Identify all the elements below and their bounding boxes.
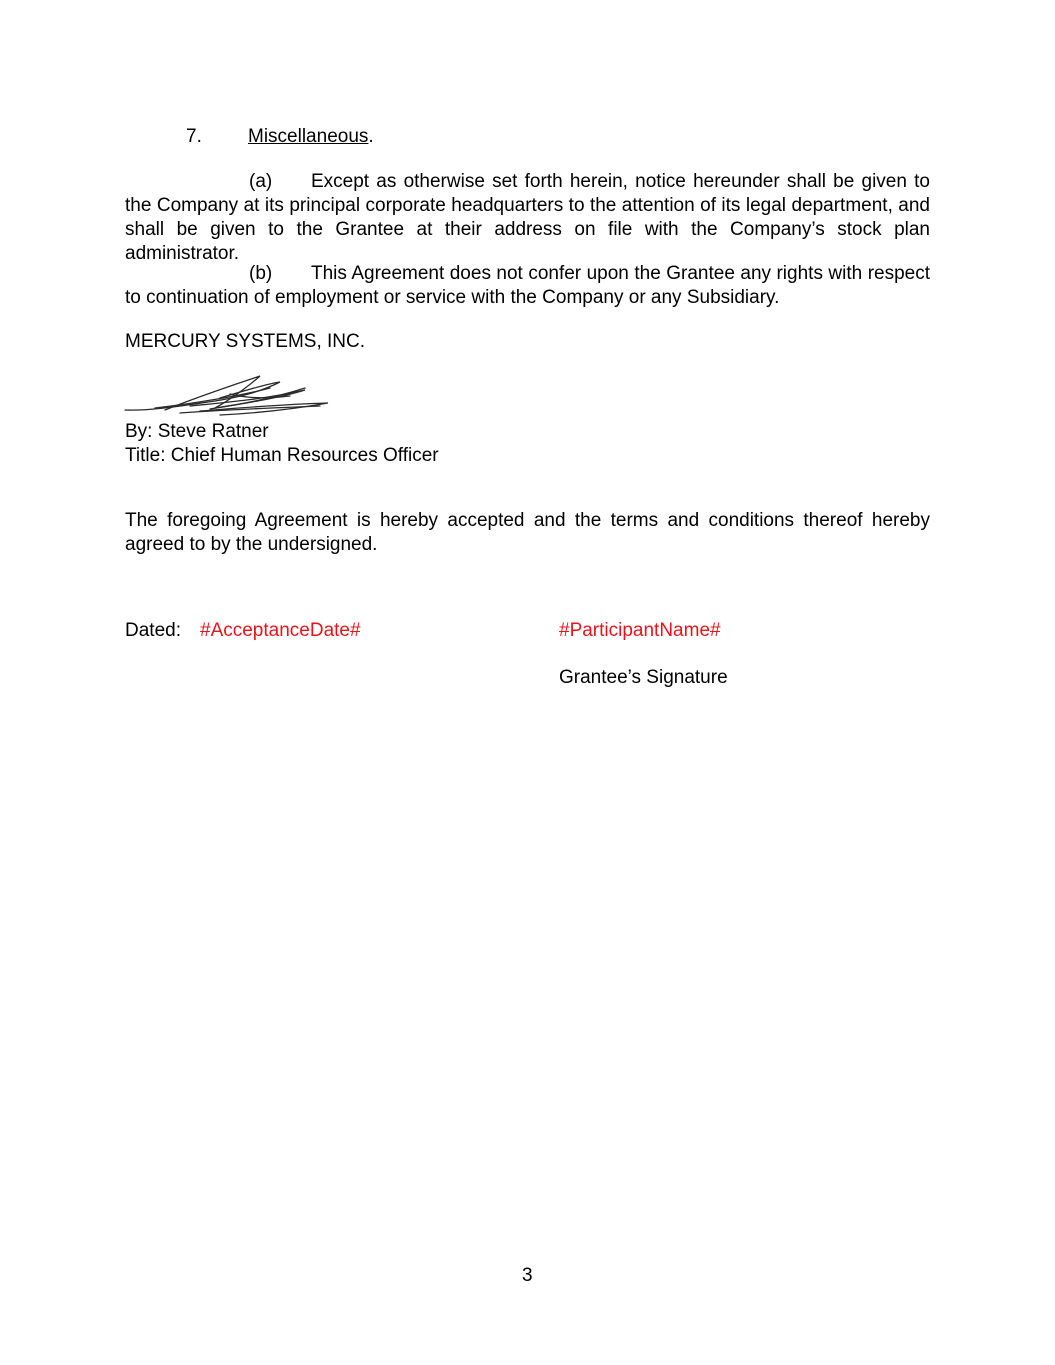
- clause-b-label: (b): [249, 263, 273, 284]
- section-heading: [248, 125, 374, 149]
- clause-b-text: This Agreement does not confer upon the Grantee any rights with respect to continuation of employment or service with the Company or any Subsidiary.: [125, 263, 930, 308]
- handwritten-signature: [120, 370, 335, 422]
- acceptance-paragraph: The foregoing Agreement is hereby accepted and the terms and conditions thereof hereby agreed to by the undersigned.: [125, 510, 930, 555]
- clause-a-label: (a): [249, 171, 273, 192]
- signer-title: Title: Chief Human Resources Officer: [125, 445, 439, 466]
- company-name: MERCURY SYSTEMS, INC.: [125, 331, 366, 352]
- page-number: 3: [522, 1265, 533, 1286]
- section-title: Miscellaneous: [248, 126, 369, 147]
- dated-label: Dated:: [125, 620, 181, 641]
- section-title-suffix: .: [368, 126, 374, 147]
- grantee-signature-label: Grantee’s Signature: [559, 667, 728, 688]
- clause-b: [125, 262, 930, 310]
- participant-name-field: #ParticipantName#: [559, 620, 721, 641]
- signer-name: By: Steve Ratner: [125, 421, 269, 442]
- clause-a: [125, 170, 930, 266]
- section-number: 7.: [186, 126, 202, 147]
- acceptance-date-field: #AcceptanceDate#: [200, 620, 361, 641]
- clause-a-text: Except as otherwise set forth herein, notice hereunder shall be given to the Company at its principal corporate headquarters to the attention of its legal department, and shall be given to the Grantee at their address on file with the Company’s stock plan administrator.: [125, 171, 930, 264]
